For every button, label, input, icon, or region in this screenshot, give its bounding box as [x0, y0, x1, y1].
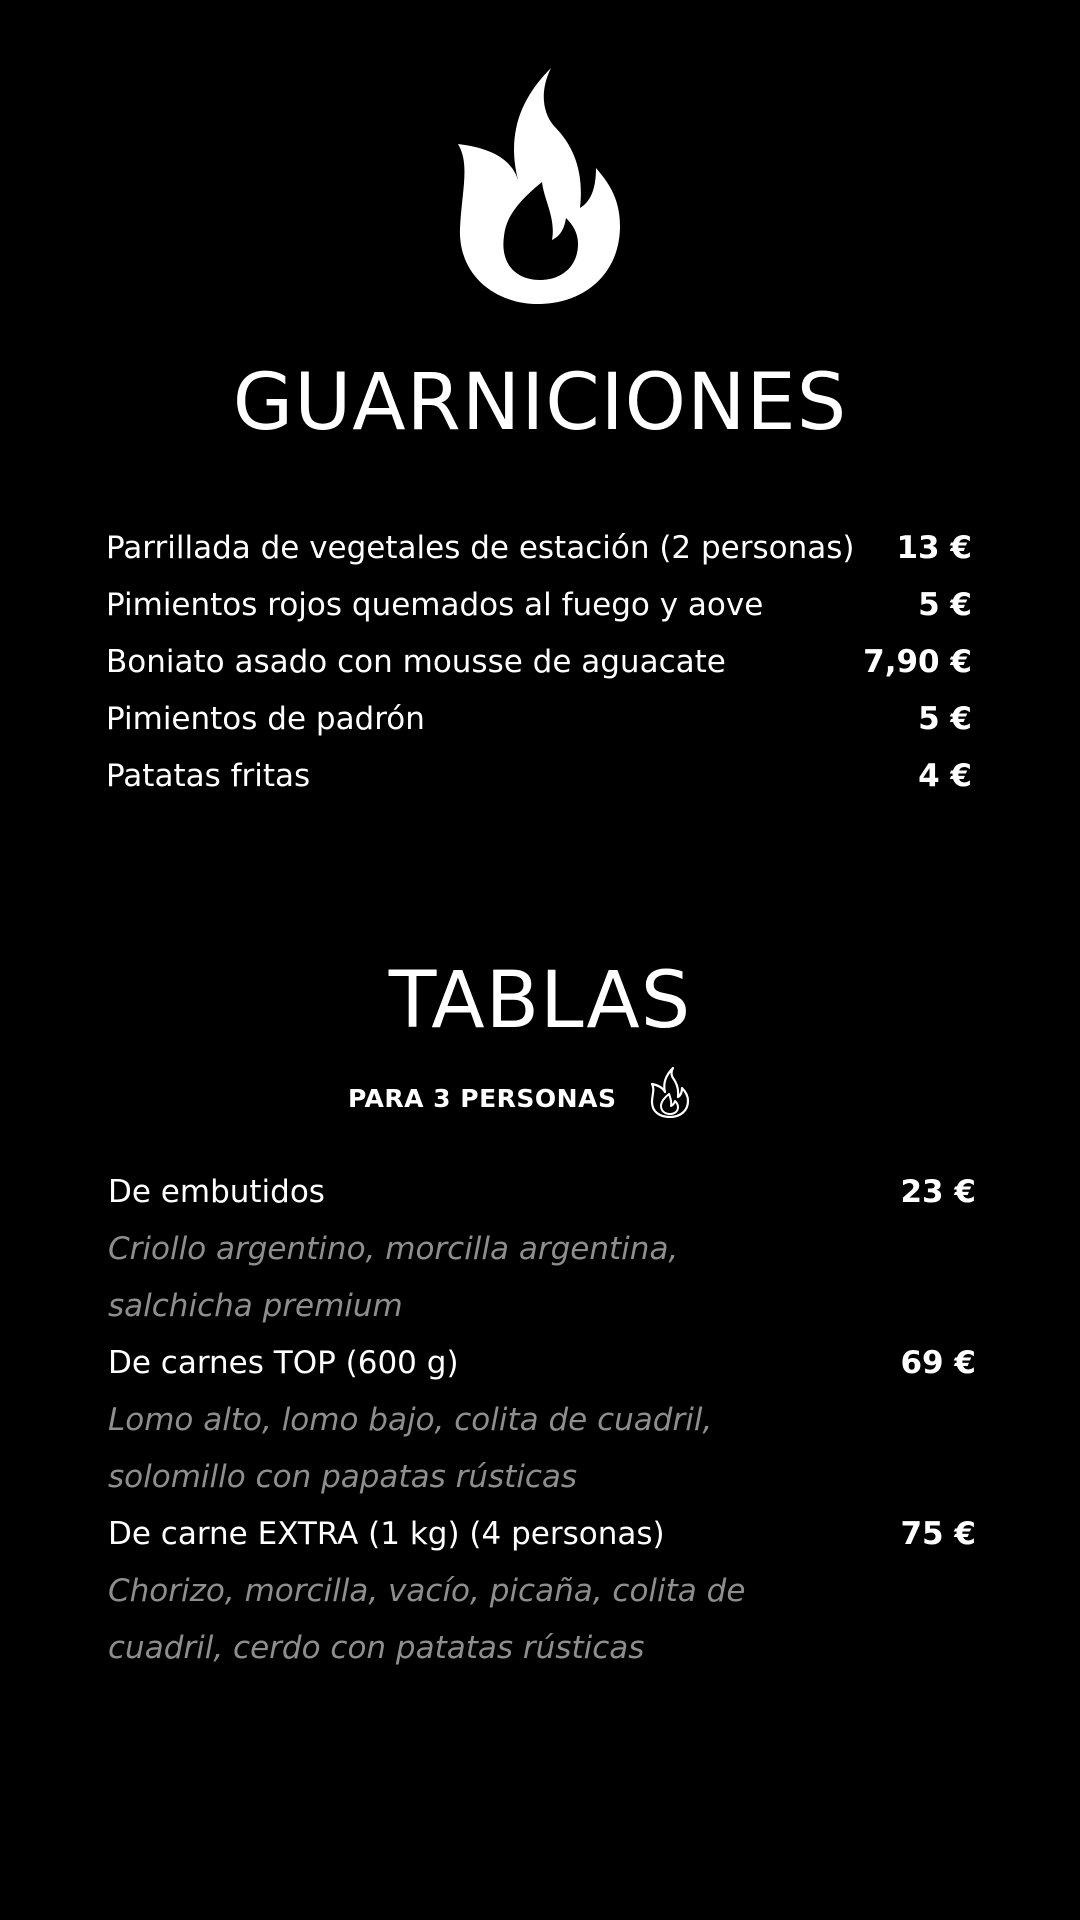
item-name: Pimientos rojos quemados al fuego y aove	[106, 587, 764, 623]
small-flame-icon	[648, 1066, 692, 1118]
menu-item	[106, 644, 972, 688]
item-name: Patatas fritas	[106, 758, 311, 794]
menu-item	[106, 530, 972, 574]
item-name: Pimientos de padrón	[106, 701, 425, 737]
item-name: Parrillada de vegetales de estación (2 personas)	[106, 530, 855, 566]
menu-item	[106, 1345, 976, 1389]
item-price: 23 €	[900, 1174, 976, 1210]
menu-item	[106, 701, 972, 745]
item-price: 75 €	[900, 1516, 976, 1552]
menu-item	[106, 1516, 976, 1560]
item-description: Lomo alto, lomo bajo, colita de cuadril,	[108, 1402, 713, 1438]
item-price: 13 €	[896, 530, 972, 566]
item-description: salchicha premium	[108, 1288, 403, 1324]
item-description: solomillo con papatas rústicas	[108, 1459, 578, 1495]
section-title-guarniciones: GUARNICIONES	[232, 358, 848, 448]
section-title-tablas: TABLAS	[388, 956, 692, 1046]
flame-icon	[456, 68, 622, 304]
item-description: Criollo argentino, morcilla argentina,	[108, 1231, 679, 1267]
item-description: Chorizo, morcilla, vacío, picaña, colita de	[108, 1573, 746, 1609]
item-name: De embutidos	[108, 1174, 325, 1210]
item-price: 5 €	[918, 701, 972, 737]
item-price: 69 €	[900, 1345, 976, 1381]
item-price: 7,90 €	[863, 644, 972, 680]
menu-item	[106, 758, 972, 802]
item-name: De carnes TOP (600 g)	[108, 1345, 459, 1381]
item-price: 5 €	[918, 587, 972, 623]
tablas-subtitle: PARA 3 PERSONAS	[348, 1084, 617, 1113]
item-name: Boniato asado con mousse de aguacate	[106, 644, 726, 680]
item-description: cuadril, cerdo con patatas rústicas	[108, 1630, 645, 1666]
menu-item	[106, 587, 972, 631]
menu-item	[106, 1174, 976, 1218]
item-price: 4 €	[918, 758, 972, 794]
item-name: De carne EXTRA (1 kg) (4 personas)	[108, 1516, 665, 1552]
